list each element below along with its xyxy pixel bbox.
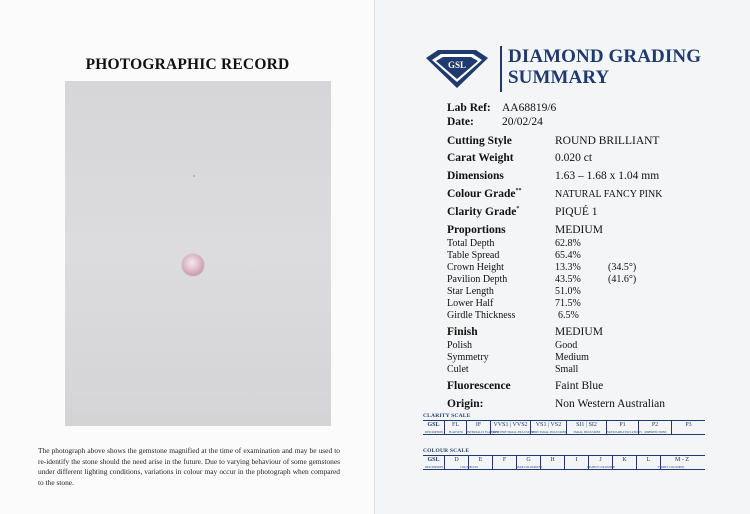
pavilion-angle-value: (41.6°) bbox=[608, 274, 637, 285]
summary-title bbox=[508, 46, 701, 88]
scale-grade: I bbox=[565, 456, 589, 469]
lab-ref-value: AA68819/6 bbox=[502, 102, 557, 114]
girdle-thickness-value: 6.5% bbox=[558, 310, 579, 321]
gsl-logo-icon bbox=[424, 48, 490, 90]
clarity-grade-mark: * bbox=[516, 206, 520, 212]
total-depth-value: 62.8% bbox=[555, 238, 581, 249]
culet-value: Small bbox=[555, 364, 579, 375]
scale-description bbox=[672, 431, 705, 437]
scale-grade: F bbox=[493, 456, 517, 469]
title-line-2: SUMMARY bbox=[508, 67, 610, 88]
scale-grade: D bbox=[445, 456, 469, 469]
clarity-grade-value: PIQUÉ 1 bbox=[555, 206, 598, 218]
clarity-grade-label: Clarity Grade* bbox=[447, 206, 520, 218]
crown-height-label: Crown Height bbox=[447, 262, 504, 273]
scale-grade: E bbox=[469, 456, 493, 469]
title-line-1: DIAMOND GRADING bbox=[508, 46, 702, 67]
scale-description: COLOURLESS bbox=[459, 466, 479, 469]
scale-desc-head: DESCRIPTION bbox=[424, 466, 444, 469]
scale-description: SMALL INCLUSIONS bbox=[573, 431, 601, 434]
fluorescence-value: Faint Blue bbox=[555, 380, 604, 392]
pavilion-depth-label: Pavilion Depth bbox=[447, 274, 508, 285]
scale-description: INTERNALLY FLAWLESS bbox=[467, 431, 500, 434]
colour-scale-descriptions bbox=[423, 466, 705, 472]
origin-value: Non Western Australian bbox=[555, 398, 666, 410]
girdle-thickness-label: Girdle Thickness bbox=[447, 310, 516, 321]
crown-angle-value: (34.5°) bbox=[608, 262, 637, 273]
photo-caption: The photograph above shows the gemstone magnified at the time of examination and may be used to re-identify the stone should the need arise in the future. Due to varying behaviour of some gemstones under different lighting conditions, variations in colour may occur in the photograph when compared to the stone. bbox=[38, 446, 340, 487]
carat-weight-value: 0.020 ct bbox=[555, 152, 593, 164]
scale-grade: VS1 | VS2 bbox=[531, 421, 567, 434]
colour-grade-value: NATURAL FANCY PINK bbox=[555, 189, 663, 200]
scale-head: GSL bbox=[423, 456, 445, 469]
lower-half-label: Lower Half bbox=[447, 298, 494, 309]
scale-grade: VVS1 | VVS2 bbox=[491, 421, 531, 434]
scale-grade: P3 bbox=[685, 422, 692, 428]
scale-description: NEAR COLOURLESS bbox=[515, 466, 543, 469]
proportions-value: MEDIUM bbox=[555, 224, 603, 236]
scale-grade: P2 bbox=[639, 421, 672, 434]
scale-description: NOTICEABLE INCLUSIONS bbox=[607, 431, 642, 434]
colour-scale-title: COLOUR SCALE bbox=[423, 448, 470, 454]
scale-head: GSL bbox=[423, 421, 445, 434]
clarity-scale-descriptions bbox=[423, 431, 705, 437]
pavilion-depth-value: 43.5% bbox=[555, 274, 581, 285]
origin-label: Origin: bbox=[447, 398, 484, 410]
lab-date-label: Date: bbox=[447, 116, 474, 128]
lower-half-value: 71.5% bbox=[555, 298, 581, 309]
scale-grade: IF bbox=[467, 421, 491, 434]
lab-date bbox=[447, 116, 543, 128]
finish-label: Finish bbox=[447, 326, 478, 338]
scale-description: FLAWLESS bbox=[448, 431, 464, 434]
photo-speck bbox=[193, 175, 195, 177]
polish-value: Good bbox=[555, 340, 578, 351]
diamond-image bbox=[182, 254, 204, 276]
scale-description: LIGHTLY COLOURED bbox=[587, 466, 615, 469]
scale-desc-head: DESCRIPTION bbox=[424, 431, 444, 434]
scale-description: VERY, VERY SMALL INCLUSIONS bbox=[491, 431, 535, 434]
symmetry-label: Symmetry bbox=[447, 352, 489, 363]
scale-grade: SI1 | SI2 bbox=[567, 421, 607, 434]
star-length-label: Star Length bbox=[447, 286, 494, 297]
star-length-value: 51.0% bbox=[555, 286, 581, 297]
scale-grade: K bbox=[613, 456, 637, 469]
table-spread-label: Table Spread bbox=[447, 250, 500, 261]
cutting-style-label: Cutting Style bbox=[447, 135, 512, 147]
lab-ref bbox=[447, 102, 556, 114]
dimensions-label: Dimensions bbox=[447, 170, 504, 182]
scale-grade: G bbox=[517, 456, 541, 469]
scale-grade: M - Z bbox=[675, 457, 689, 463]
fluorescence-label: Fluorescence bbox=[447, 380, 511, 392]
scale-description: IMPERFECTIONS bbox=[644, 431, 667, 434]
scale-description: VERY SMALL INCLUSIONS bbox=[531, 431, 567, 434]
crown-height-value: 13.3% bbox=[555, 262, 581, 273]
scale-grade: J bbox=[589, 456, 613, 469]
colour-grade-label: Colour Grade** bbox=[447, 188, 522, 200]
logo-divider bbox=[500, 46, 502, 92]
total-depth-label: Total Depth bbox=[447, 238, 495, 249]
scale-grade: FL bbox=[445, 421, 467, 434]
proportions-label: Proportions bbox=[447, 224, 506, 236]
dimensions-value: 1.63 – 1.68 x 1.04 mm bbox=[555, 170, 660, 182]
scale-grade: P1 bbox=[607, 421, 639, 434]
culet-label: Culet bbox=[447, 364, 469, 375]
polish-label: Polish bbox=[447, 340, 473, 351]
carat-weight-label: Carat Weight bbox=[447, 152, 514, 164]
scale-description: VISIBLY COLOURED bbox=[657, 466, 685, 469]
cutting-style-value: ROUND BRILLIANT bbox=[555, 135, 660, 147]
scale-grade: H bbox=[541, 456, 565, 469]
logo-text: GSL bbox=[447, 60, 467, 70]
clarity-scale-title: CLARITY SCALE bbox=[423, 413, 471, 419]
lab-ref-label: Lab Ref: bbox=[447, 102, 491, 114]
finish-value: MEDIUM bbox=[555, 326, 603, 338]
colour-grade-mark: ** bbox=[515, 188, 522, 194]
gemstone-photo bbox=[65, 81, 331, 426]
photo-title: PHOTOGRAPHIC RECORD bbox=[85, 56, 290, 73]
symmetry-value: Medium bbox=[555, 352, 589, 363]
lab-date-value: 20/02/24 bbox=[502, 116, 543, 128]
scale-grade: L bbox=[637, 456, 661, 469]
table-spread-value: 65.4% bbox=[555, 250, 581, 261]
